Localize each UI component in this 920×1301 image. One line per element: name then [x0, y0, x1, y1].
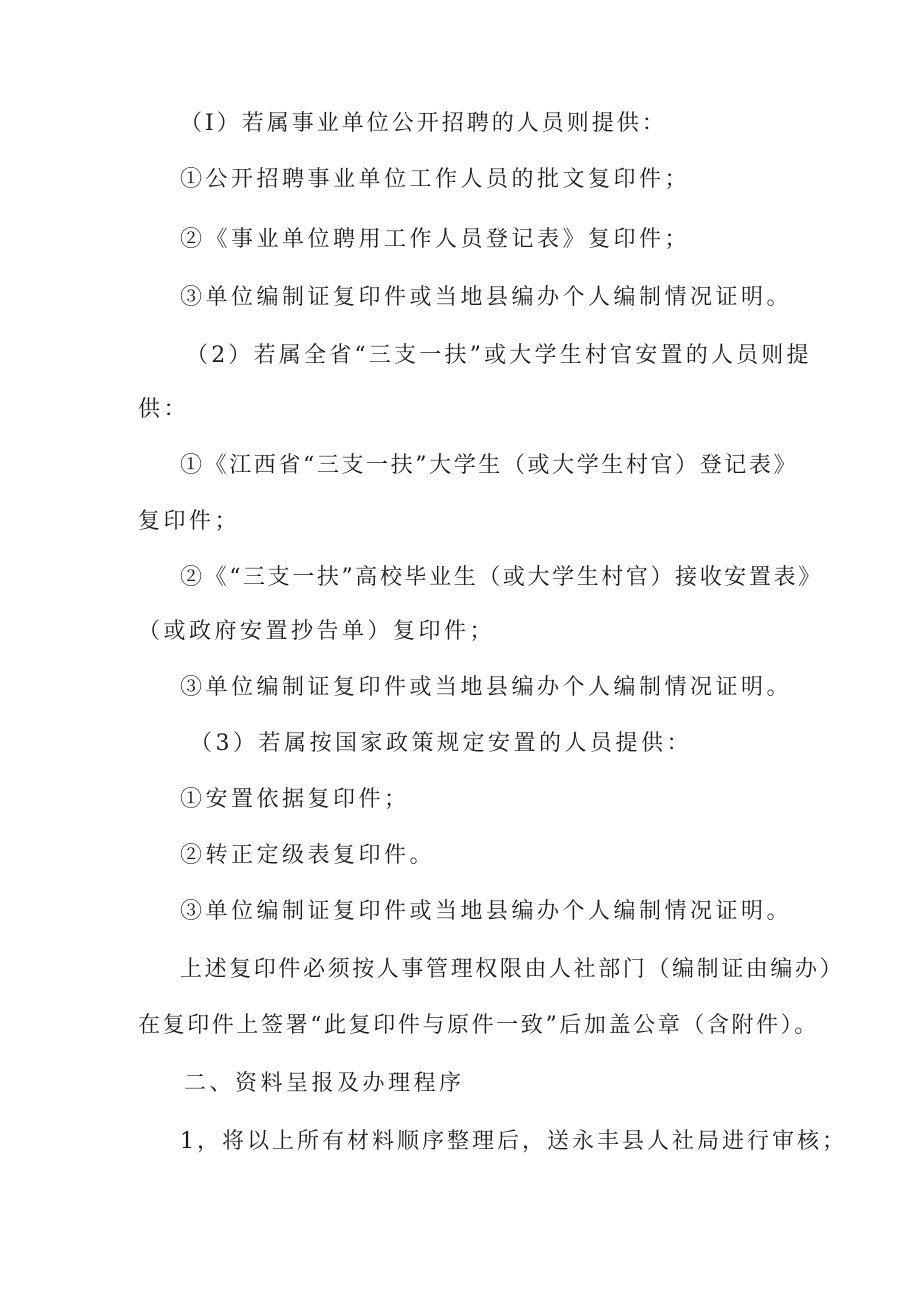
para-section-2-heading-line-2: 供：	[138, 397, 190, 422]
para-notice-line-2: 在复印件上签署“此复印件与原件一致”后加盖公章（含附件）。	[138, 1013, 819, 1038]
para-section-2-item-3: ③单位编制证复印件或当地县编办个人编制情况证明。	[180, 675, 793, 700]
para-section-1-item-2: ②《事业单位聘用工作人员登记表》复印件；	[180, 227, 691, 252]
para-section-1-heading: （I）若属事业单位公开招聘的人员则提供：	[180, 111, 667, 136]
para-section-3-item-1: ①安置依据复印件；	[180, 787, 410, 812]
para-procedure-step-1: 1，将以上所有材料顺序整理后，送永丰县人社局进行审核；	[180, 1129, 847, 1154]
para-section-3-item-2: ②转正定级表复印件。	[180, 843, 436, 868]
para-section-1-item-3: ③单位编制证复印件或当地县编办个人编制情况证明。	[180, 285, 793, 310]
para-section-3-item-3: ③单位编制证复印件或当地县编办个人编制情况证明。	[180, 899, 793, 924]
para-section-2-item-1-line-2: 复印件；	[138, 509, 241, 534]
section-heading-procedures: 二、资料呈报及办理程序	[184, 1071, 465, 1096]
para-section-2-item-2-line-1: ②《“三支一扶”高校毕业生（或大学生村官）接收安置表》	[180, 565, 823, 590]
para-notice-line-1: 上述复印件必须按人事管理权限由人社部门（编制证由编办）	[180, 957, 845, 982]
para-section-2-item-1-line-1: ①《江西省“三支一扶”大学生（或大学生村官）登记表》	[180, 453, 799, 478]
para-section-2-heading-line-1: （2）若属全省“三支一扶”或大学生村官安置的人员则提	[186, 343, 812, 368]
para-section-1-item-1: ①公开招聘事业单位工作人员的批文复印件；	[180, 167, 691, 192]
para-section-2-item-2-line-2: （或政府安置抄告单）复印件；	[138, 619, 496, 644]
para-section-3-heading: （3）若属按国家政策规定安置的人员提供：	[190, 731, 692, 756]
